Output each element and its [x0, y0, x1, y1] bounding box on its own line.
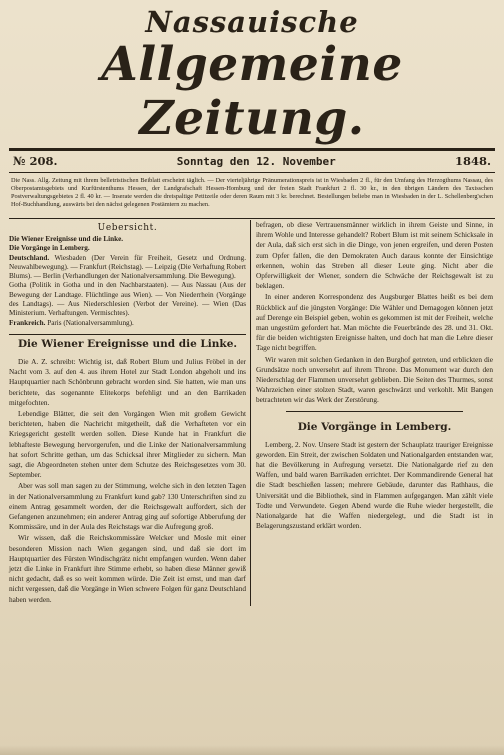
overview-item-text: Wiesbaden (Der Verein für Freiheit, Gesetz und Ordnung. Neuwahlbewegung). — Frankfurt (Reichstag). — Leipzig (Die Verhaftung Robert Blums). — Berlin (Verhandlungen der Nationalversammlung. Die Bewegung).: [9, 253, 247, 281]
issue-year: 1848.: [454, 154, 491, 168]
masthead-title: Allgemeine Zeitung.: [101, 37, 403, 146]
article-heading-wiener: Die Wiener Ereignisse und die Linke.: [9, 334, 246, 353]
overview-item-head: Frankreich.: [9, 318, 46, 327]
overview-item-head: Deutschland.: [9, 253, 50, 262]
right-column: [251, 220, 493, 606]
dateline: [9, 152, 495, 171]
left-column: [9, 220, 251, 606]
article-paragraph: Lebendige Blätter, die seit den Vorgängen Wien mit großem Gewicht berichteten, haben die Nachricht mitgetheilt, daß die Verhafteten vor ein Kriegsgericht gestellt werden sollen. Diese Kunde hat in Frankfurt die lebhafteste Bewegung hervorgerufen, und die Linke der Nationalversammlung hat sofort Schritte gethan, um das Schicksal ihrer Mitglieder zu sichern. Man sagt, die Abgeordneten stehen unter dem Schutze des Reichsgesetzes vom 30. September.: [9, 408, 246, 480]
subscription-notice: Die Nass. Allg. Zeitung mit ihrem belletristischen Beiblatt erscheint täglich. — Der vierteljährige Pränumerationspreis ist in Wiesbaden 2 fl., für den Umfang des Herzogthums Nassau, des Oberpostamtsgebiets und Kurfürstenthums Hessen, der Landgrafschaft Hessen-Homburg und der freien Stadt Frankfurt 2 fl. 30 kr., in den übrigen Ländern des Taxisschen Postverwaltungsgebietes 2 fl. 40 kr. — Inserate werden die dreispaltige Petitzeile oder deren Raum mit 3 kr. berechnet. Bestellungen beliebe man in Wiesbaden in der L. Schellenberg'schen Hof-Buchhandlung, auswärts bei den nächst gelegenen Postämtern zu machen.: [11, 177, 493, 209]
overview-item: [9, 235, 246, 244]
article-paragraph: In einer anderen Korrespondenz des Augsburger Blattes heißt es bei dem Rückblick auf die jüngsten Vorgänge: Die Wähler und Demagogen können jetzt auf Derenge ein Beispiel geben, wohin es gekommen ist mit der Freiheit, welche man ungestüm gefordert hat. Man möchte die Feuerbrände des 28. und 31. Okt. für die beiden wichtigsten Ereignisse halten, und doch hat man die Lehre dieser Tage nicht begriffen.: [256, 292, 493, 353]
notice-rule: [9, 218, 495, 219]
scan-shadow: [0, 745, 504, 755]
overview-item: [9, 281, 246, 318]
overview-item: [9, 319, 246, 328]
overview-item: [9, 244, 246, 253]
overview-title: Uebersicht.: [97, 223, 158, 233]
overview-item-text: Gotha (Politik in Gotha und in den Nachbarstaaten). — Aus Nassau (Aus der Bewegung der Landtage. Flüchtlinge aus Wien). — Von Niederrhein (Vorgänge des Landtags). — Aus Niederschlesien (Verbot der Vereine). — Wien (Das Ministerium. Verhaftungen. Vermischtes).: [9, 281, 246, 318]
article-paragraph: Wir wissen, daß die Reichskommissäre Welcker und Mosle mit einer besonderen Mission nach Wien gegangen sind, und daß sie dort im Hauptquartier des Fürsten Windischgrätz nicht empfangen wurden. Wenn daher jetzt die Linke in Frankfurt ihre Stimme erhebt, so haben diese Männer gewiß nicht gedacht, daß es so weit kommen würde. Die Zeit ist ernst, und man darf nicht vergessen, daß die Vorgänge in Wien schwere Folgen für ganz Deutschland haben werden.: [9, 533, 246, 604]
overview-item: [9, 254, 246, 282]
article-paragraph: Lemberg, 2. Nov. Unsere Stadt ist gestern der Schauplatz trauriger Ereignisse geworden. Ein Streit, der zwischen Soldaten und Nationalgarden entstanden war, hat die Bevölkerung in Aufregung versetzt. Die Nationalgarde rief zu den Waffen, und bald waren Barrikaden errichtet. Der Kommandirende General hat die Stadt beschießen lassen; mehrere Gebäude, darunter das Rathhaus, die Universität und die Bibliothek, sind in Flammen aufgegangen. Man zählt viele Todte und Verwundete. Gegen Abend wurde die Ruhe wieder hergestellt, die Nationalgarde hat die Waffen niedergelegt, und die Stadt ist in Belagerungszustand erklärt worden.: [256, 439, 493, 531]
article-paragraph: Wir waren mit solchen Gedanken in den Burghof getreten, und erblickten die Grundsätze noch unversehrt auf ihrem Throne. Das Monument war durch den Niederschlag der Flammen unversehrt geblieben. Die Seiten des Thurmes, sonst Wahrzeichen einer stolzen Stadt, waren geschwärzt und verkohlt. Mit Bangen betrachteten wir das Werk der Zerstörung.: [256, 354, 493, 405]
article-paragraph: Die A. Z. schreibt: Wichtig ist, daß Robert Blum und Julius Fröbel in der Nacht vom 3. auf den 4. aus ihrem Hotel zur Stadt London abgeholt und ins Hauptquartier nach Schönbrunn gebracht worden sind. Sie hatten, wie man uns berichtete, das sogenannte Elitekorps befehligt und an den Barrikaden mitgefochten.: [9, 356, 246, 407]
columns: [9, 220, 495, 606]
article-heading-lemberg: Die Vorgänge in Lemberg.: [297, 420, 452, 433]
section-divider: [286, 411, 463, 412]
issue-number: № 208.: [13, 154, 58, 168]
article-paragraph: befragen, ob diese Vertrauensmänner wirklich in ihrem Geiste und Sinne, in ihrem Wohle und Interesse gehandelt? Robert Blum ist mit seinem Schicksale in der Aula, daß sich erst sich in die Dinge, von jenen ergreifen, und deren Posten zum Opfer fallen, die den Demokraten Auch daraus konnte der Einsichtige erkennen, wohin das Streben all dieser Leute ging. Nicht aber die Opferwilligkeit der Wiener, sondern die Schwäche der Reichsgewalt ist zu beklagen.: [256, 220, 493, 291]
dateline-rule: [9, 172, 495, 173]
masthead: [9, 6, 495, 146]
article-paragraph: Aber was soll man sagen zu der Stimmung, welche sich in den letzten Tagen in der Nationalversammlung zu Frankfurt kund gab? 130 Unterschriften sind zu einem Antrag gesammelt worden, der die Reichsgewalt auffordert, sich der Gefangenen anzunehmen; ein anderer Antrag ging auf sofortige Abberufung der Kommissäre, und in der Aula des Reichstags war die Aufregung groß.: [9, 481, 246, 532]
overview-item-head: Die Wiener Ereignisse und die Linke.: [9, 235, 124, 243]
issue-date: Sonntag den 12. November: [176, 155, 336, 168]
overview-item-text: Paris (Nationalversammlung).: [47, 318, 134, 327]
masthead-rule: [9, 148, 495, 151]
overview-item-head: Die Vorgänge in Lemberg.: [9, 244, 90, 253]
masthead-line1: Nassauische: [145, 5, 359, 39]
